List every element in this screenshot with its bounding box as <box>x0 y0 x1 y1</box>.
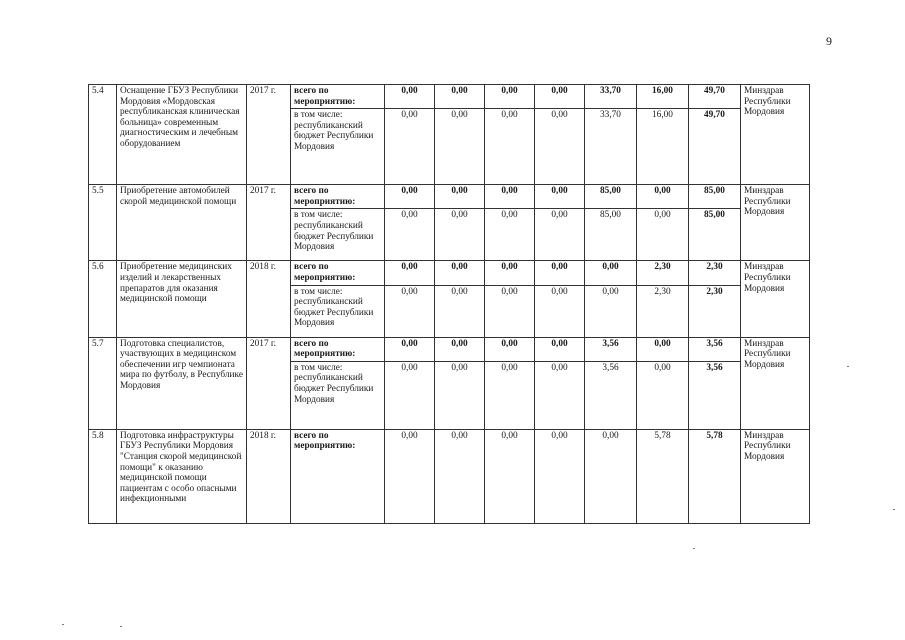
total-value-cell: 0,00 <box>385 85 435 109</box>
total-value-cell: 0,00 <box>485 85 535 109</box>
table-row-total <box>89 261 810 285</box>
scan-speck <box>120 626 122 627</box>
total-value-cell: 0,00 <box>485 337 535 361</box>
total-value-cell: 0,00 <box>535 261 585 285</box>
total-value-cell: 0,00 <box>435 337 485 361</box>
activity-name: Приобретение автомобилей скорой медицинской помощи <box>117 185 247 261</box>
total-value-cell: 0,00 <box>585 429 637 523</box>
activity-name: Приобретение медицинских изделий и лекарственных препаратов для оказания медицинской помощи <box>117 261 247 337</box>
total-label: всего по мероприятию: <box>291 261 385 285</box>
sub-label: в том числе: республиканский бюджет Республики Мордовия <box>291 109 385 185</box>
table-row-total <box>89 185 810 209</box>
total-value-cell: 0,00 <box>435 85 485 109</box>
total-value-cell: 2,30 <box>637 261 689 285</box>
scan-speck <box>62 624 64 625</box>
total-label: всего по мероприятию: <box>291 429 385 523</box>
row-number: 5.8 <box>89 429 117 523</box>
sub-value-cell: 3,56 <box>689 361 741 429</box>
sub-value-cell: 3,56 <box>585 361 637 429</box>
sub-value-cell: 16,00 <box>637 109 689 185</box>
sub-value-cell: 49,70 <box>689 109 741 185</box>
table-body <box>89 85 810 524</box>
activity-year: 2017 г. <box>247 185 291 261</box>
activity-name: Подготовка специалистов, участвующих в медицинском обеспечении игр чемпионата мира по футболу, в Республике Мордовия <box>117 337 247 429</box>
activities-table <box>88 84 810 524</box>
activity-name: Подготовка инфраструктуры ГБУЗ Республики Мордовия "Станция скорой медицинской помощи" к оказанию медицинской помощи пациентам с особо опасными инфекционными <box>117 429 247 523</box>
total-value-cell: 85,00 <box>689 185 741 209</box>
executor-cell: Минздрав Республики Мордовия <box>741 429 810 523</box>
table-row-total <box>89 85 810 109</box>
scan-speck <box>693 548 695 549</box>
sub-value-cell: 0,00 <box>485 209 535 261</box>
total-value-cell: 33,70 <box>585 85 637 109</box>
total-value-cell: 0,00 <box>485 261 535 285</box>
sub-label: в том числе: республиканский бюджет Республики Мордовия <box>291 285 385 337</box>
row-number: 5.7 <box>89 337 117 429</box>
total-value-cell: 0,00 <box>637 185 689 209</box>
total-value-cell: 0,00 <box>535 185 585 209</box>
total-value-cell: 0,00 <box>637 337 689 361</box>
activity-name: Оснащение ГБУЗ Республики Мордовия «Мордовская республиканская клиническая больница» современным диагностическим и лечебным оборудованием <box>117 85 247 185</box>
activity-year: 2018 г. <box>247 261 291 337</box>
total-value-cell: 3,56 <box>585 337 637 361</box>
sub-value-cell: 0,00 <box>535 285 585 337</box>
activity-year: 2018 г. <box>247 429 291 523</box>
total-value-cell: 0,00 <box>585 261 637 285</box>
sub-value-cell: 0,00 <box>435 109 485 185</box>
total-value-cell: 85,00 <box>585 185 637 209</box>
sub-value-cell: 0,00 <box>385 361 435 429</box>
sub-value-cell: 2,30 <box>689 285 741 337</box>
row-number: 5.6 <box>89 261 117 337</box>
total-value-cell: 0,00 <box>535 429 585 523</box>
total-label: всего по мероприятию: <box>291 185 385 209</box>
sub-value-cell: 0,00 <box>385 285 435 337</box>
executor-cell: Минздрав Республики Мордовия <box>741 85 810 185</box>
activity-year: 2017 г. <box>247 85 291 185</box>
sub-value-cell: 0,00 <box>485 361 535 429</box>
total-value-cell: 0,00 <box>535 85 585 109</box>
table-row-total <box>89 429 810 523</box>
executor-cell: Минздрав Республики Мордовия <box>741 185 810 261</box>
total-value-cell: 0,00 <box>385 429 435 523</box>
executor-cell: Минздрав Республики Мордовия <box>741 261 810 337</box>
total-value-cell: 0,00 <box>485 185 535 209</box>
sub-value-cell: 0,00 <box>485 285 535 337</box>
scan-speck <box>893 509 895 510</box>
total-value-cell: 5,78 <box>637 429 689 523</box>
total-value-cell: 16,00 <box>637 85 689 109</box>
sub-value-cell: 33,70 <box>585 109 637 185</box>
executor-cell: Минздрав Республики Мордовия <box>741 337 810 429</box>
sub-value-cell: 0,00 <box>435 285 485 337</box>
total-value-cell: 0,00 <box>535 337 585 361</box>
total-value-cell: 49,70 <box>689 85 741 109</box>
total-value-cell: 0,00 <box>385 337 435 361</box>
sub-value-cell: 0,00 <box>637 361 689 429</box>
sub-value-cell: 0,00 <box>535 109 585 185</box>
sub-value-cell: 0,00 <box>637 209 689 261</box>
total-value-cell: 0,00 <box>435 261 485 285</box>
sub-value-cell: 0,00 <box>435 209 485 261</box>
sub-label: в том числе: республиканский бюджет Республики Мордовия <box>291 209 385 261</box>
total-value-cell: 0,00 <box>435 429 485 523</box>
total-value-cell: 0,00 <box>385 185 435 209</box>
sub-value-cell: 0,00 <box>585 285 637 337</box>
row-number: 5.5 <box>89 185 117 261</box>
sub-value-cell: 0,00 <box>385 109 435 185</box>
total-value-cell: 2,30 <box>689 261 741 285</box>
total-label: всего по мероприятию: <box>291 85 385 109</box>
total-value-cell: 5,78 <box>689 429 741 523</box>
sub-value-cell: 0,00 <box>535 361 585 429</box>
table-row-total <box>89 337 810 361</box>
sub-value-cell: 2,30 <box>637 285 689 337</box>
sub-label: в том числе: республиканский бюджет Республики Мордовия <box>291 361 385 429</box>
sub-value-cell: 85,00 <box>585 209 637 261</box>
sub-value-cell: 85,00 <box>689 209 741 261</box>
total-value-cell: 0,00 <box>485 429 535 523</box>
sub-value-cell: 0,00 <box>385 209 435 261</box>
page-number: 9 <box>826 34 832 48</box>
total-label: всего по мероприятию: <box>291 337 385 361</box>
sub-value-cell: 0,00 <box>485 109 535 185</box>
sub-value-cell: 0,00 <box>535 209 585 261</box>
scan-speck <box>847 366 849 367</box>
row-number: 5.4 <box>89 85 117 185</box>
total-value-cell: 0,00 <box>435 185 485 209</box>
total-value-cell: 3,56 <box>689 337 741 361</box>
total-value-cell: 0,00 <box>385 261 435 285</box>
sub-value-cell: 0,00 <box>435 361 485 429</box>
activity-year: 2017 г. <box>247 337 291 429</box>
